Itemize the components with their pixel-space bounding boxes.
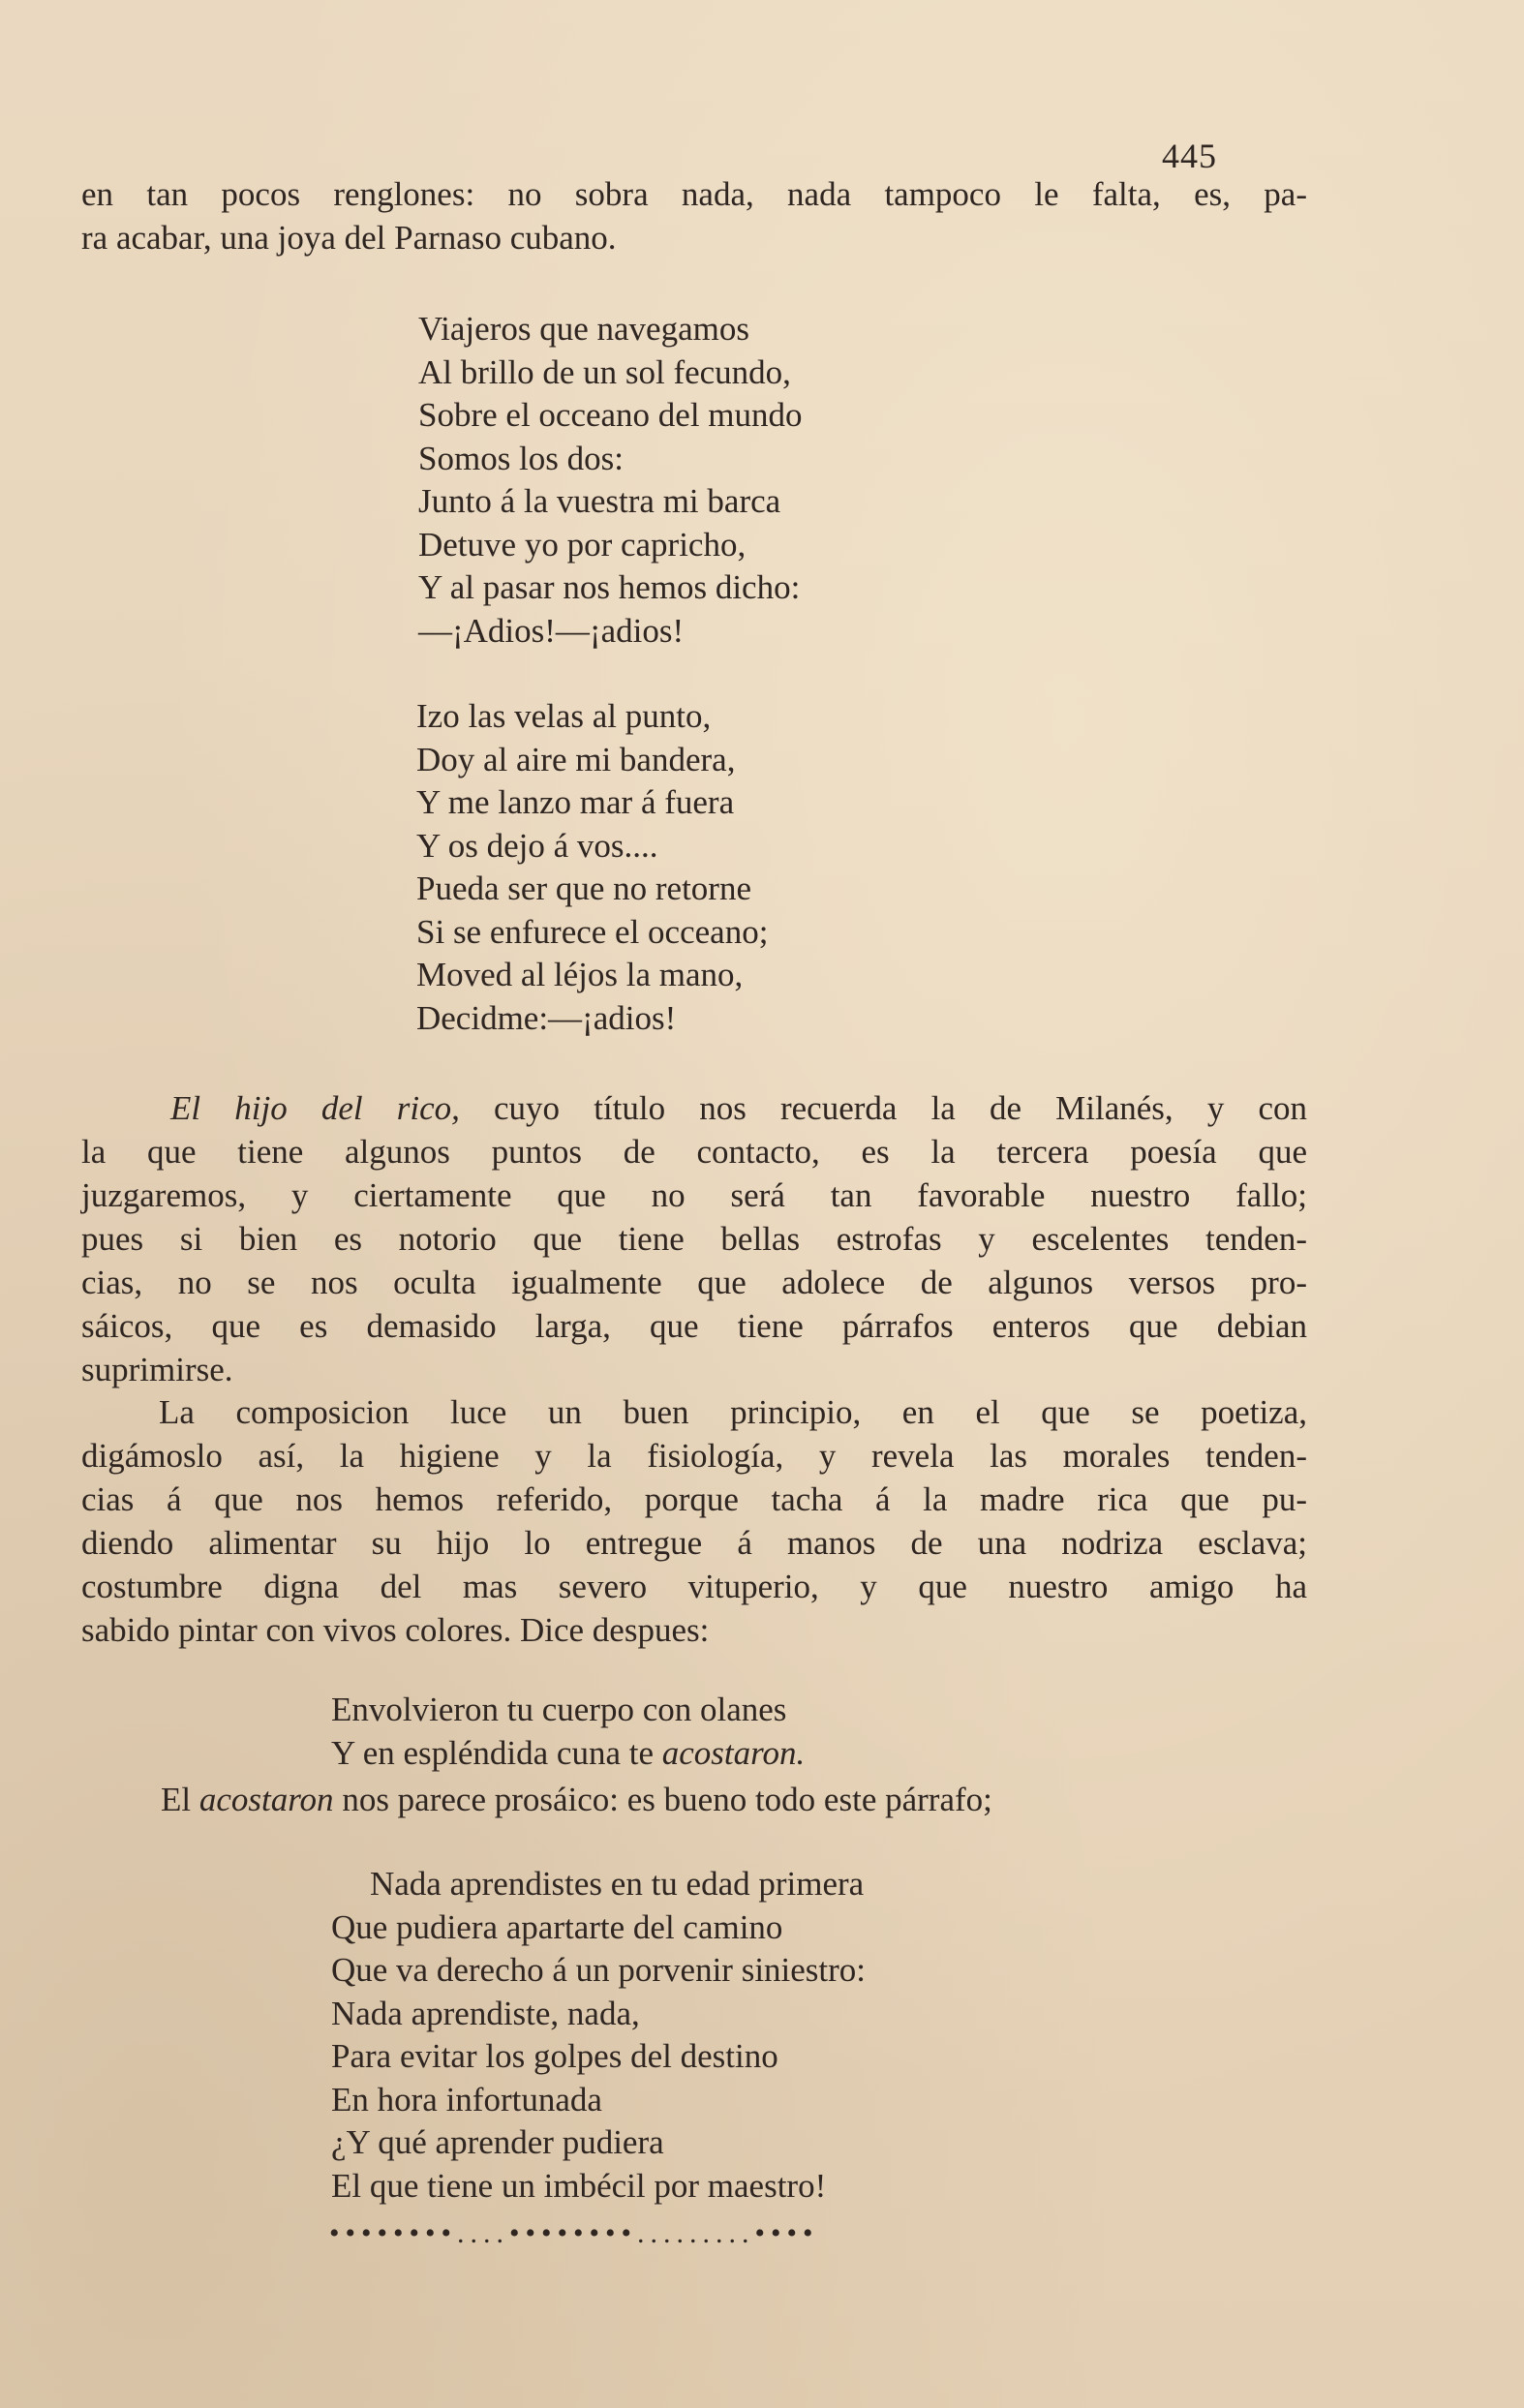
intro-line: ra acabar, una joya del Parnaso cubano. bbox=[81, 219, 617, 257]
verse-line: Decidme:—¡adios! bbox=[416, 998, 677, 1037]
verse-line: Somos los dos: bbox=[418, 439, 624, 477]
comment-plain: nos parece prosáico: es bueno todo este párrafo; bbox=[333, 1781, 992, 1818]
verse-line: —¡Adios!—¡adios! bbox=[418, 611, 685, 650]
verse-line: Sobre el occeano del mundo bbox=[418, 396, 803, 434]
verse-line: Y me lanzo mar á fuera bbox=[416, 783, 735, 821]
paragraph-2 bbox=[81, 1390, 1307, 1652]
verse-line: ¿Y qué aprender pudiera bbox=[331, 2123, 664, 2161]
paragraph-1 bbox=[81, 1086, 1307, 1391]
quote-verse bbox=[331, 1689, 805, 1775]
paragraph-line: sáicos, que es demasido larga, que tiene párrafos enteros que debian bbox=[81, 1307, 1307, 1345]
verse-line: Nada aprendistes en tu edad primera bbox=[370, 1865, 865, 1903]
paragraph-line: La composicion luce un buen principio, en el que se poetiza, bbox=[159, 1393, 1307, 1431]
verse-line: El que tiene un imbécil por maestro! bbox=[331, 2166, 827, 2205]
comment-plain: El bbox=[161, 1781, 199, 1818]
verse-line: Envolvieron tu cuerpo con olanes bbox=[331, 1691, 787, 1728]
verse-line: Si se enfurece el occeano; bbox=[416, 912, 769, 951]
verse-line: Para evitar los golpes del destino bbox=[331, 2037, 778, 2075]
verse-line: Moved al léjos la mano, bbox=[416, 956, 744, 993]
verse-line: Y al pasar nos hemos dicho: bbox=[418, 568, 801, 606]
poem-stanza-1 bbox=[418, 308, 803, 653]
verse-line: Viajeros que navegamos bbox=[418, 310, 749, 348]
verse-line: Nada aprendiste, nada, bbox=[331, 1994, 640, 2032]
comment-italic: acostaron bbox=[198, 1781, 334, 1818]
verse-line: Y os dejo á vos.... bbox=[416, 826, 658, 865]
verse-line bbox=[331, 1732, 805, 1776]
paragraph-line: diendo alimentar su hijo lo entregue á manos de una nodriza esclava; bbox=[81, 1524, 1307, 1562]
verse-line: Pueda ser que no retorne bbox=[416, 869, 751, 907]
paragraph-line: suprimirse. bbox=[81, 1351, 233, 1388]
paragraph-line: digámoslo así, la higiene y la fisiología, y revela las morales tenden- bbox=[81, 1437, 1307, 1475]
paragraph-text: cuyo título nos recuerda la de Milanés, y con bbox=[459, 1089, 1307, 1127]
paragraph-line: cias, no se nos oculta igualmente que adolece de algunos versos pro- bbox=[81, 1264, 1307, 1301]
paragraph-line: sabido pintar con vivos colores. Dice despues: bbox=[81, 1611, 710, 1649]
verse-italic: acostaron. bbox=[661, 1733, 806, 1772]
paragraph-line: pues si bien es notorio que tiene bellas estrofas y escelentes tenden- bbox=[81, 1220, 1307, 1258]
ellipsis-row: ••••••••....••••••••.........•••• bbox=[329, 2217, 819, 2249]
paragraph-line: juzgaremos, y ciertamente que no será tan favorable nuestro fallo; bbox=[81, 1176, 1307, 1214]
paragraph-line: cias á que nos hemos referido, porque tacha á la madre rica que pu- bbox=[81, 1480, 1307, 1518]
paragraph-line: la que tiene algunos puntos de contacto, es la tercera poesía que bbox=[81, 1133, 1307, 1171]
verse-line: Que pudiera apartarte del camino bbox=[331, 1907, 783, 1946]
intro-paragraph bbox=[81, 172, 1307, 259]
verse-line: Izo las velas al punto, bbox=[416, 697, 712, 735]
paragraph-line: costumbre digna del mas severo vituperio, y que nuestro amigo ha bbox=[81, 1568, 1307, 1605]
paragraph-line bbox=[81, 1086, 1307, 1130]
comment-line bbox=[161, 1778, 1307, 1821]
poem-stanza-2 bbox=[416, 695, 768, 1040]
verse-line: Que va derecho á un porvenir siniestro: bbox=[331, 1951, 867, 1989]
verse-line: En hora infortunada bbox=[331, 2080, 602, 2118]
verse-line: Al brillo de un sol fecundo, bbox=[418, 352, 791, 391]
verse-text: Y en espléndida cuna te bbox=[331, 1733, 662, 1772]
comment-text bbox=[161, 1778, 1307, 1821]
page-number: 445 bbox=[1162, 137, 1217, 175]
verse-line: Detuve yo por capricho, bbox=[418, 525, 747, 564]
intro-line: en tan pocos renglones: no sobra nada, nada tampoco le falta, es, pa- bbox=[81, 175, 1307, 213]
poem-title-italic: El hijo del rico, bbox=[170, 1089, 460, 1127]
verse-line: Junto á la vuestra mi barca bbox=[418, 482, 781, 520]
verse-line: Doy al aire mi bandera, bbox=[416, 740, 736, 778]
poem-stanza-3 bbox=[331, 1863, 866, 2208]
